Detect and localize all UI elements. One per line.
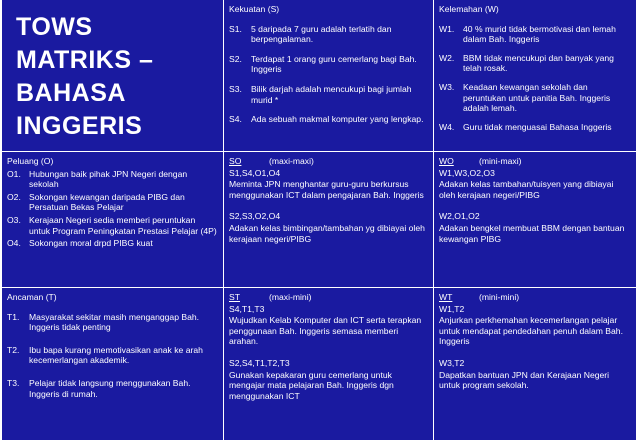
so-code: SO [229, 156, 242, 166]
item-number: S4. [229, 114, 242, 125]
wt-label: (mini-mini) [479, 292, 520, 302]
title-cell [2, 0, 224, 152]
wo-header [439, 156, 631, 167]
opportunities-cell [2, 152, 224, 288]
wt-code: WT [439, 292, 453, 302]
item-number: O1. [7, 168, 21, 179]
item-number: W4. [439, 121, 455, 132]
threat-item [7, 378, 218, 399]
strategy-reference: W3,T2 [439, 357, 465, 368]
item-text: Pelajar tidak langsung menggunakan Bah. Inggeris di rumah. [29, 377, 191, 399]
item-text: Guru tidak menguasai Bahasa Inggeris [463, 121, 612, 132]
opportunity-item [7, 238, 218, 249]
item-text: Sokongan moral drpd PIBG kuat [29, 238, 153, 249]
strengths-heading: Kekuatan (S) [229, 4, 280, 14]
so-strategy-cell [224, 152, 434, 288]
strategy-text: Adakan kelas tambahan/tuisyen yang dibiayai oleh kerajaan negeri/PIBG [439, 179, 614, 200]
item-text: Bilik darjah adalah mencukupi bagi jumlah murid * [251, 83, 412, 105]
item-text: Hubungan baik pihak JPN Negeri dengan sekolah [29, 168, 188, 190]
item-number: W1. [439, 23, 455, 34]
item-text: Ibu bapa kurang memotivasikan anak ke arah kecemerlangan akademik. [29, 344, 203, 366]
opportunity-item [7, 192, 218, 213]
strategy-reference: S1,S4,O1,O4 [229, 167, 281, 178]
item-number: W3. [439, 81, 455, 92]
so-label: (maxi-maxi) [269, 156, 314, 166]
weakness-item [439, 24, 631, 45]
item-number: S3. [229, 83, 242, 94]
strategy-text: Dapatkan bantuan JPN dan Kerajaan Negeri untuk program sekolah. [439, 369, 610, 391]
weaknesses-cell [434, 0, 636, 152]
item-number: T3. [7, 377, 20, 388]
wo-strategy-cell [434, 152, 636, 288]
item-text: Keadaan kewangan sekolah dan peruntukan untuk panitia Bah. Inggeris adalah lemah. [463, 81, 611, 114]
item-text: 40 % murid tidak bermotivasi dan lemah dalam Bah. Inggeris [463, 23, 616, 45]
opportunity-item [7, 215, 218, 236]
strategy-reference: S2,S4,T1,T2,T3 [229, 357, 290, 368]
wo-code: WO [439, 156, 454, 166]
item-number: S2. [229, 53, 242, 64]
wt-strategy-cell [434, 288, 636, 440]
item-number: S1. [229, 23, 242, 34]
item-number: T2. [7, 344, 20, 355]
threats-heading: Ancaman (T) [7, 292, 57, 302]
strategy-text: Meminta JPN menghantar guru-guru berkursus menggunakan ICT dalam pengajaran Bah. Inggeris [229, 179, 424, 200]
item-number: O4. [7, 238, 21, 249]
strategy-text: Adakan kelas bimbingan/tambahan yg dibiayai oleh kerajaan negeri/PIBG [229, 222, 425, 244]
weakness-item [439, 82, 631, 114]
opportunities-heading: Peluang (O) [7, 156, 54, 166]
strategy-text: Anjurkan perkhemahan kecemerlangan pelajar untuk mendapat pendedahan penuh dalam Bah. Inggeris [439, 315, 623, 347]
strength-item [229, 24, 428, 45]
st-code: ST [229, 292, 240, 302]
item-number: W2. [439, 52, 455, 63]
so-header [229, 156, 428, 167]
strategy-reference: W2,O1,O2 [439, 211, 480, 222]
strategy-reference: W1,T2 [439, 303, 465, 314]
strength-item [229, 84, 428, 105]
weakness-item [439, 53, 631, 74]
item-text: BBM tidak mencukupi dan banyak yang telah rosak. [463, 52, 614, 74]
strategy-reference: S2,S3,O2,O4 [229, 211, 281, 222]
strategy-text: Wujudkan Kelab Komputer dan ICT serta terapkan penggunaan Bah. Inggeris semasa memberi arahan. [229, 315, 422, 347]
strengths-cell [224, 0, 434, 152]
strategy-reference: W1,W3,O2,O3 [439, 167, 495, 178]
threats-cell [2, 288, 224, 440]
st-strategy-cell [224, 288, 434, 440]
item-number: T1. [7, 311, 20, 322]
weaknesses-heading: Kelemahan (W) [439, 4, 499, 14]
item-text: 5 daripada 7 guru adalah terlatih dan berpengalaman. [251, 23, 392, 45]
strategy-reference: S4,T1,T3 [229, 303, 265, 314]
item-number: O2. [7, 191, 21, 202]
threat-item [7, 345, 218, 366]
matrix-title: TOWS MATRIKS – BAHASA INGGERIS [16, 12, 154, 140]
st-header [229, 292, 428, 303]
strength-item [229, 114, 428, 125]
threat-item [7, 312, 218, 333]
strengths-list [229, 24, 428, 125]
wo-label: (mini-maxi) [479, 156, 522, 166]
item-text: Terdapat 1 orang guru cemerlang bagi Bah. Inggeris [251, 53, 417, 75]
item-text: Masyarakat sekitar masih menganggap Bah. Inggeris tidak penting [29, 311, 200, 333]
st-label: (maxi-mini) [269, 292, 312, 302]
strategy-text: Adakan bengkel membuat BBM dengan bantuan kewangan PIBG [439, 222, 625, 244]
item-text: Kerajaan Negeri sedia memberi peruntukan untuk Program Peningkatan Prestasi Pelajar (4P) [29, 214, 217, 236]
opportunity-item [7, 169, 218, 190]
weakness-item [439, 122, 631, 133]
item-text: Sokongan kewangan daripada PIBG dan Persatuan Bekas Pelajar [29, 191, 185, 213]
tows-matrix-table [2, 0, 636, 440]
strategy-text: Gunakan kepakaran guru cemerlang untuk mengajar mata pelajaran Bah. Inggeris dgn menggunakan ICT [229, 369, 394, 401]
wt-header [439, 292, 631, 303]
item-number: O3. [7, 214, 21, 225]
strength-item [229, 54, 428, 75]
item-text: Ada sebuah makmal komputer yang lengkap. [251, 114, 424, 125]
